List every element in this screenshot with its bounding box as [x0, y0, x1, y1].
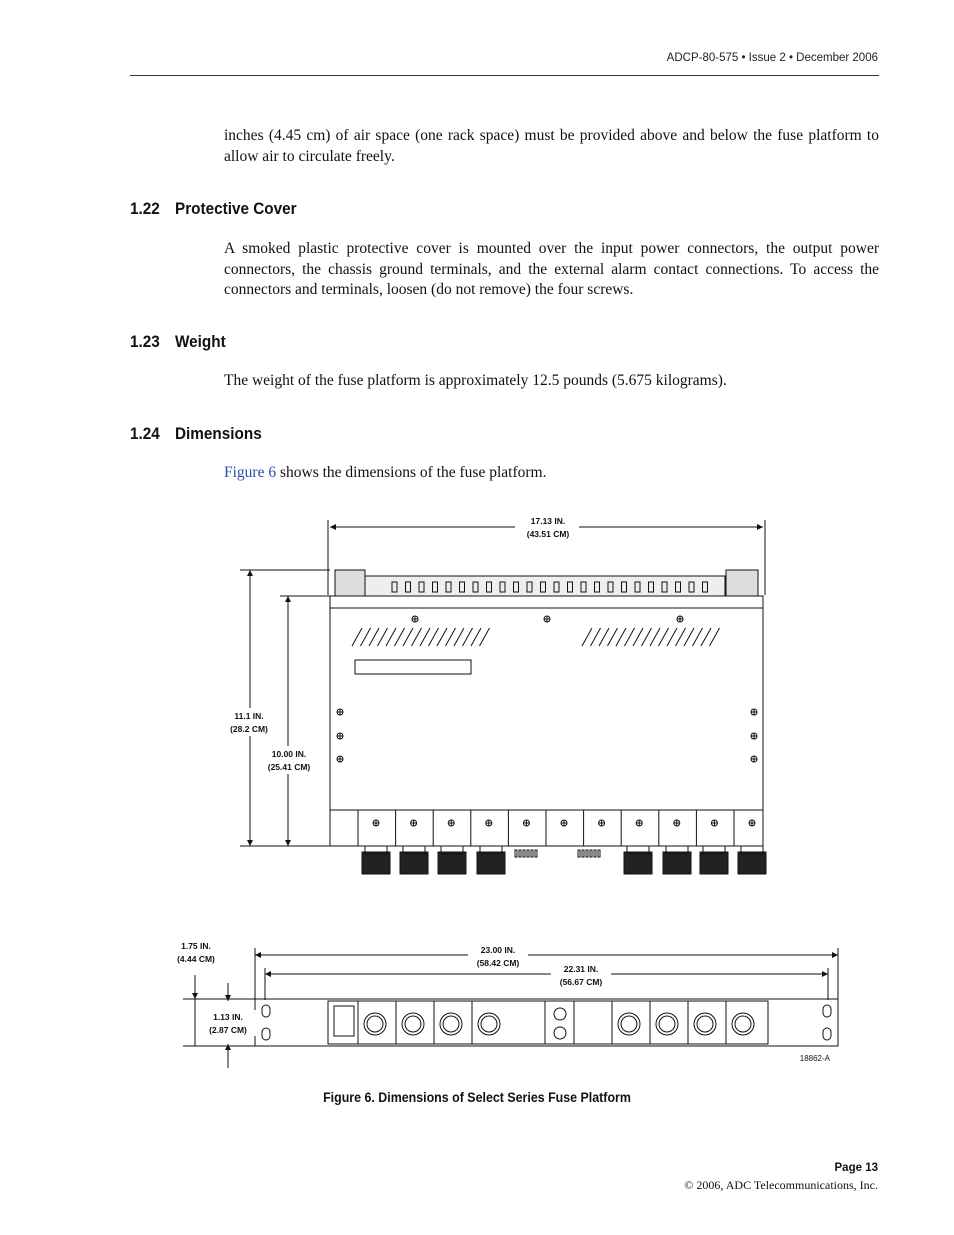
screw-icon	[561, 820, 567, 826]
alarm-pin	[531, 850, 533, 857]
vent-slot	[582, 628, 592, 646]
output-connector	[477, 852, 505, 874]
overall-width-cm: (58.42 CM)	[476, 958, 520, 968]
depth-overall-in: 11.1 IN.	[234, 711, 264, 721]
section-title: Weight	[175, 332, 226, 351]
screw-icon	[412, 616, 418, 622]
screw-icon	[523, 820, 529, 826]
screw-icon	[411, 820, 417, 826]
brand-plate	[334, 1006, 354, 1036]
screw-icon	[486, 820, 492, 826]
vent-slot	[420, 628, 430, 646]
vent-slot	[480, 628, 490, 646]
vent-slot	[625, 628, 635, 646]
section-number: 1.22	[130, 199, 160, 218]
vent-slot	[650, 628, 660, 646]
depth-body-in: 10.00 IN.	[271, 749, 307, 759]
protective-cover-paragraph: A smoked plastic protective cover is mounted over the input power connectors, the output power connectors, the chassis ground terminals, and the external alarm contact connections. To access the connectors and terminals, loosen (do not remove) the four screws.	[224, 240, 879, 298]
dimensions-text: shows the dimensions of the fuse platform.	[276, 464, 547, 481]
vent-slot	[591, 628, 601, 646]
vent-slot	[446, 628, 456, 646]
fuse-knob-inner	[405, 1016, 421, 1032]
fuse-knob-inner	[367, 1016, 383, 1032]
intro-paragraph: inches (4.45 cm) of air space (one rack space) must be provided above and below the fuse platform to allow air to circulate freely.	[224, 127, 879, 165]
alarm-pin	[594, 850, 596, 857]
alarm-pin	[582, 850, 584, 857]
alarm-pin	[586, 850, 588, 857]
fuse-knob-inner	[481, 1016, 497, 1032]
front-view-drawing	[255, 948, 838, 1046]
output-connector	[700, 852, 728, 874]
alarm-pin	[578, 850, 580, 857]
figure-caption: Figure 6. Dimensions of Select Series Fuse Platform	[323, 1090, 631, 1105]
height-cm: (4.44 CM)	[177, 954, 215, 964]
screw-icon	[599, 820, 605, 826]
vent-slot	[378, 628, 388, 646]
overall-width-in: 23.00 IN.	[480, 945, 516, 955]
vent-slot	[710, 628, 720, 646]
fuse-knob-inner	[659, 1016, 675, 1032]
fuse-knob-inner	[735, 1016, 751, 1032]
vent-slot	[684, 628, 694, 646]
vent-slot	[693, 628, 703, 646]
screw-icon	[373, 820, 379, 826]
section-number: 1.24	[130, 424, 160, 443]
alarm-pin	[523, 850, 525, 857]
weight-paragraph: The weight of the fuse platform is approximately 12.5 pounds (5.675 kilograms).	[224, 372, 727, 389]
copyright: © 2006, ADC Telecommunications, Inc.	[684, 1178, 878, 1192]
height-in: 1.75 IN.	[181, 941, 211, 951]
alarm-pin	[590, 850, 592, 857]
screw-icon	[674, 820, 680, 826]
screw-icon	[636, 820, 642, 826]
alarm-pin	[515, 850, 517, 857]
vent-slot	[463, 628, 473, 646]
figure-6-link[interactable]: Figure 6	[224, 464, 277, 481]
vent-slot	[659, 628, 669, 646]
body-height-in: 1.13 IN.	[213, 1012, 243, 1022]
screw-icon	[751, 709, 757, 715]
vent-slot	[676, 628, 686, 646]
section-title: Dimensions	[175, 424, 262, 443]
screw-icon	[544, 616, 550, 622]
mount-width-cm: (56.67 CM)	[559, 977, 603, 987]
output-connector	[438, 852, 466, 874]
vent-slot	[369, 628, 379, 646]
screw-icon	[749, 820, 755, 826]
screw-icon	[751, 733, 757, 739]
output-connector	[663, 852, 691, 874]
alarm-pin	[527, 850, 529, 857]
vent-slot	[454, 628, 464, 646]
vent-slot	[437, 628, 447, 646]
header-doc-ref: ADCP-80-575 • Issue 2 • December 2006	[666, 52, 878, 64]
section-number: 1.23	[130, 332, 160, 351]
depth-overall-cm: (28.2 CM)	[230, 724, 268, 734]
vent-slot	[608, 628, 618, 646]
screw-icon	[711, 820, 717, 826]
section-title: Protective Cover	[175, 199, 297, 218]
screw-icon	[337, 756, 343, 762]
output-connector	[624, 852, 652, 874]
screw-icon	[337, 709, 343, 715]
screw-icon	[751, 756, 757, 762]
vent-slot	[701, 628, 711, 646]
screw-icon	[337, 733, 343, 739]
vent-slot	[395, 628, 405, 646]
vent-slot	[616, 628, 626, 646]
mount-width-in: 22.31 IN.	[563, 964, 599, 974]
vent-slot	[429, 628, 439, 646]
alarm-pin	[535, 850, 537, 857]
output-connector	[362, 852, 390, 874]
width-label-in: 17.13 IN.	[530, 516, 566, 526]
vent-slot	[633, 628, 643, 646]
vent-slot	[412, 628, 422, 646]
vent-slot	[403, 628, 413, 646]
alarm-pin	[519, 850, 521, 857]
width-label-cm: (43.51 CM)	[526, 529, 570, 539]
output-connector	[738, 852, 766, 874]
fuse-knob-inner	[621, 1016, 637, 1032]
depth-body-cm: (25.41 CM)	[267, 762, 311, 772]
screw-icon	[677, 616, 683, 622]
fuse-knob-inner	[697, 1016, 713, 1032]
alarm-indicator	[554, 1027, 566, 1039]
fuse-knob-inner	[443, 1016, 459, 1032]
drawing-number: 18862-A	[799, 1054, 830, 1063]
screw-icon	[448, 820, 454, 826]
vent-slot	[352, 628, 362, 646]
page-number: Page 13	[834, 1162, 878, 1174]
vent-slot	[361, 628, 371, 646]
vent-slot	[642, 628, 652, 646]
output-connector	[400, 852, 428, 874]
top-view-drawing	[328, 520, 766, 874]
body-height-cm: (2.87 CM)	[209, 1025, 247, 1035]
vent-slot	[386, 628, 396, 646]
alarm-indicator	[554, 1008, 566, 1020]
vent-slot	[599, 628, 609, 646]
alarm-pin	[598, 850, 600, 857]
vent-slot	[471, 628, 481, 646]
vent-slot	[667, 628, 677, 646]
